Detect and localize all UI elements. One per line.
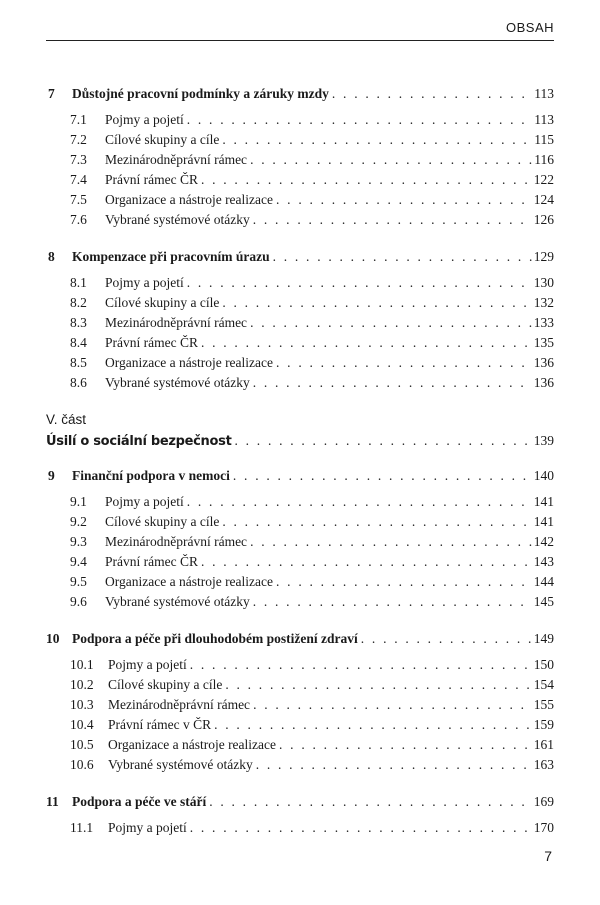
section-title: Organizace a nástroje realizace bbox=[105, 574, 274, 589]
toc-section-9-4[interactable] bbox=[46, 554, 554, 574]
dot-leader bbox=[222, 514, 531, 530]
section-title: Organizace a nástroje realizace bbox=[105, 355, 274, 370]
page-number: 126 bbox=[533, 212, 554, 227]
chapter-number: 9 bbox=[48, 468, 55, 483]
page-number: 159 bbox=[533, 717, 554, 732]
section-number: 9.2 bbox=[70, 514, 87, 529]
dot-leader bbox=[187, 494, 532, 510]
chapter-number: 7 bbox=[48, 86, 55, 101]
page-number: 145 bbox=[533, 594, 554, 609]
part-title: Úsilí o sociální bezpečnost bbox=[46, 434, 232, 449]
dot-leader bbox=[253, 594, 532, 610]
section-title: Mezinárodněprávní rámec bbox=[105, 315, 248, 330]
toc-part-5[interactable] bbox=[46, 433, 554, 459]
section-title: Mezinárodněprávní rámec bbox=[105, 534, 248, 549]
dot-leader bbox=[187, 112, 533, 128]
spacer bbox=[46, 395, 554, 412]
dot-leader bbox=[214, 717, 532, 733]
dot-leader bbox=[187, 275, 532, 291]
toc-section-11-1[interactable] bbox=[46, 820, 554, 840]
toc-section-9-2[interactable] bbox=[46, 514, 554, 534]
toc-section-8-3[interactable] bbox=[46, 315, 554, 335]
toc-section-9-5[interactable] bbox=[46, 574, 554, 594]
section-number: 7.3 bbox=[70, 152, 87, 167]
toc-section-10-4[interactable] bbox=[46, 717, 554, 737]
section-title: Organizace a nástroje realizace bbox=[108, 737, 277, 752]
toc-section-9-6[interactable] bbox=[46, 594, 554, 614]
section-title: Cílové skupiny a cíle bbox=[105, 514, 220, 529]
page-number: 129 bbox=[533, 249, 554, 264]
section-title: Právní rámec v ČR bbox=[108, 717, 212, 732]
section-number: 9.1 bbox=[70, 494, 87, 509]
spacer bbox=[46, 459, 554, 468]
page-footer-number: 7 bbox=[544, 848, 552, 864]
header-rule bbox=[46, 40, 554, 41]
chapter-title: Kompenzace při pracovním úrazu bbox=[72, 249, 270, 264]
chapter-title: Podpora a péče při dlouhodobém postižení zdraví bbox=[72, 631, 358, 646]
toc-section-8-2[interactable] bbox=[46, 295, 554, 315]
page-number: 116 bbox=[534, 152, 554, 167]
toc-chapter-9[interactable] bbox=[46, 468, 554, 494]
dot-leader bbox=[276, 355, 532, 371]
toc-section-10-2[interactable] bbox=[46, 677, 554, 697]
spacer bbox=[46, 614, 554, 631]
dot-leader bbox=[222, 295, 531, 311]
dot-leader bbox=[273, 249, 532, 265]
dot-leader bbox=[190, 820, 532, 836]
section-number: 7.5 bbox=[70, 192, 87, 207]
toc-section-9-3[interactable] bbox=[46, 534, 554, 554]
dot-leader bbox=[250, 152, 532, 168]
toc-chapter-11[interactable] bbox=[46, 794, 554, 820]
dot-leader bbox=[276, 574, 532, 590]
dot-leader bbox=[253, 375, 532, 391]
chapter-title: Podpora a péče ve stáří bbox=[72, 794, 207, 809]
page-number: 163 bbox=[533, 757, 554, 772]
section-title: Vybrané systémové otázky bbox=[105, 375, 250, 390]
page-number: 113 bbox=[534, 112, 554, 127]
toc-section-10-5[interactable] bbox=[46, 737, 554, 757]
toc-section-7-3[interactable] bbox=[46, 152, 554, 172]
spacer bbox=[46, 232, 554, 249]
section-title: Cílové skupiny a cíle bbox=[108, 677, 223, 692]
section-number: 7.4 bbox=[70, 172, 87, 187]
page-number: 149 bbox=[533, 631, 554, 646]
toc-section-8-1[interactable] bbox=[46, 275, 554, 295]
dot-leader bbox=[201, 554, 532, 570]
section-number: 9.6 bbox=[70, 594, 87, 609]
page-number: 141 bbox=[533, 494, 554, 509]
dot-leader bbox=[222, 132, 532, 148]
chapter-title: Finanční podpora v nemoci bbox=[72, 468, 230, 483]
page-number: 136 bbox=[533, 375, 554, 390]
toc-section-8-4[interactable] bbox=[46, 335, 554, 355]
dot-leader bbox=[253, 697, 532, 713]
page-number: 135 bbox=[533, 335, 554, 350]
section-number: 10.5 bbox=[70, 737, 94, 752]
section-title: Pojmy a pojetí bbox=[108, 657, 187, 672]
page-number: 133 bbox=[533, 315, 554, 330]
page-number: 132 bbox=[533, 295, 554, 310]
section-title: Pojmy a pojetí bbox=[105, 112, 184, 127]
page-number: 115 bbox=[534, 132, 554, 147]
page-number: 161 bbox=[533, 737, 554, 752]
section-number: 10.6 bbox=[70, 757, 94, 772]
page-number: 124 bbox=[533, 192, 554, 207]
section-title: Cílové skupiny a cíle bbox=[105, 295, 220, 310]
section-title: Cílové skupiny a cíle bbox=[105, 132, 220, 147]
section-number: 8.5 bbox=[70, 355, 87, 370]
section-number: 8.6 bbox=[70, 375, 87, 390]
section-title: Vybrané systémové otázky bbox=[108, 757, 253, 772]
dot-leader bbox=[233, 468, 532, 484]
toc-chapter-7[interactable] bbox=[46, 86, 554, 112]
toc-section-10-1[interactable] bbox=[46, 657, 554, 677]
dot-leader bbox=[361, 631, 532, 647]
section-number: 9.5 bbox=[70, 574, 87, 589]
page-number: 113 bbox=[534, 86, 554, 101]
page-number: 139 bbox=[533, 433, 554, 448]
section-number: 7.1 bbox=[70, 112, 87, 127]
dot-leader bbox=[276, 192, 532, 208]
page-number: 170 bbox=[533, 820, 554, 835]
section-number: 10.1 bbox=[70, 657, 94, 672]
page-number: 143 bbox=[533, 554, 554, 569]
chapter-number: 10 bbox=[46, 631, 60, 646]
dot-leader bbox=[190, 657, 532, 673]
section-title: Právní rámec ČR bbox=[105, 554, 198, 569]
page-number: 122 bbox=[533, 172, 554, 187]
page-number: 142 bbox=[533, 534, 554, 549]
section-number: 10.3 bbox=[70, 697, 94, 712]
section-number: 10.4 bbox=[70, 717, 94, 732]
table-of-contents bbox=[46, 86, 554, 840]
dot-leader bbox=[332, 86, 532, 102]
section-number: 7.2 bbox=[70, 132, 87, 147]
dot-leader bbox=[201, 172, 532, 188]
toc-section-7-5[interactable] bbox=[46, 192, 554, 212]
section-title: Pojmy a pojetí bbox=[105, 494, 184, 509]
toc-section-10-6[interactable] bbox=[46, 757, 554, 777]
section-number: 9.4 bbox=[70, 554, 87, 569]
section-number: 8.4 bbox=[70, 335, 87, 350]
dot-leader bbox=[256, 757, 532, 773]
page-number: 169 bbox=[533, 794, 554, 809]
chapter-title: Důstojné pracovní podmínky a záruky mzdy bbox=[72, 86, 329, 101]
toc-section-8-6[interactable] bbox=[46, 375, 554, 395]
section-title: Právní rámec ČR bbox=[105, 335, 198, 350]
page-number: 155 bbox=[533, 697, 554, 712]
toc-section-7-2[interactable] bbox=[46, 132, 554, 152]
toc-chapter-8[interactable] bbox=[46, 249, 554, 275]
dot-leader bbox=[250, 315, 532, 331]
section-title: Vybrané systémové otázky bbox=[105, 594, 250, 609]
toc-section-9-1[interactable] bbox=[46, 494, 554, 514]
chapter-number: 8 bbox=[48, 249, 55, 264]
toc-section-7-1[interactable] bbox=[46, 112, 554, 132]
section-number: 8.1 bbox=[70, 275, 87, 290]
page-number: 140 bbox=[533, 468, 554, 483]
section-number: 10.2 bbox=[70, 677, 94, 692]
toc-section-7-4[interactable] bbox=[46, 172, 554, 192]
spacer bbox=[46, 777, 554, 794]
page-number: 141 bbox=[533, 514, 554, 529]
dot-leader bbox=[225, 677, 531, 693]
dot-leader bbox=[279, 737, 532, 753]
page-number: 154 bbox=[533, 677, 554, 692]
section-title: Pojmy a pojetí bbox=[108, 820, 187, 835]
part-label: V. část bbox=[46, 412, 87, 427]
dot-leader bbox=[201, 335, 532, 351]
section-title: Mezinárodněprávní rámec bbox=[108, 697, 251, 712]
toc-section-7-6[interactable] bbox=[46, 212, 554, 232]
section-number: 11.1 bbox=[70, 820, 94, 835]
dot-leader bbox=[235, 433, 532, 449]
section-title: Vybrané systémové otázky bbox=[105, 212, 250, 227]
section-number: 8.2 bbox=[70, 295, 87, 310]
page-number: 130 bbox=[533, 275, 554, 290]
section-number: 7.6 bbox=[70, 212, 87, 227]
page-number: 144 bbox=[533, 574, 554, 589]
dot-leader bbox=[253, 212, 532, 228]
chapter-number: 11 bbox=[46, 794, 59, 809]
running-header: OBSAH bbox=[505, 20, 554, 35]
toc-section-10-3[interactable] bbox=[46, 697, 554, 717]
section-number: 8.3 bbox=[70, 315, 87, 330]
section-title: Organizace a nástroje realizace bbox=[105, 192, 274, 207]
section-number: 9.3 bbox=[70, 534, 87, 549]
page-number: 136 bbox=[533, 355, 554, 370]
toc-chapter-10[interactable] bbox=[46, 631, 554, 657]
section-title: Mezinárodněprávní rámec bbox=[105, 152, 248, 167]
section-title: Právní rámec ČR bbox=[105, 172, 198, 187]
section-title: Pojmy a pojetí bbox=[105, 275, 184, 290]
dot-leader bbox=[250, 534, 532, 550]
dot-leader bbox=[209, 794, 532, 810]
toc-section-8-5[interactable] bbox=[46, 355, 554, 375]
page-number: 150 bbox=[533, 657, 554, 672]
